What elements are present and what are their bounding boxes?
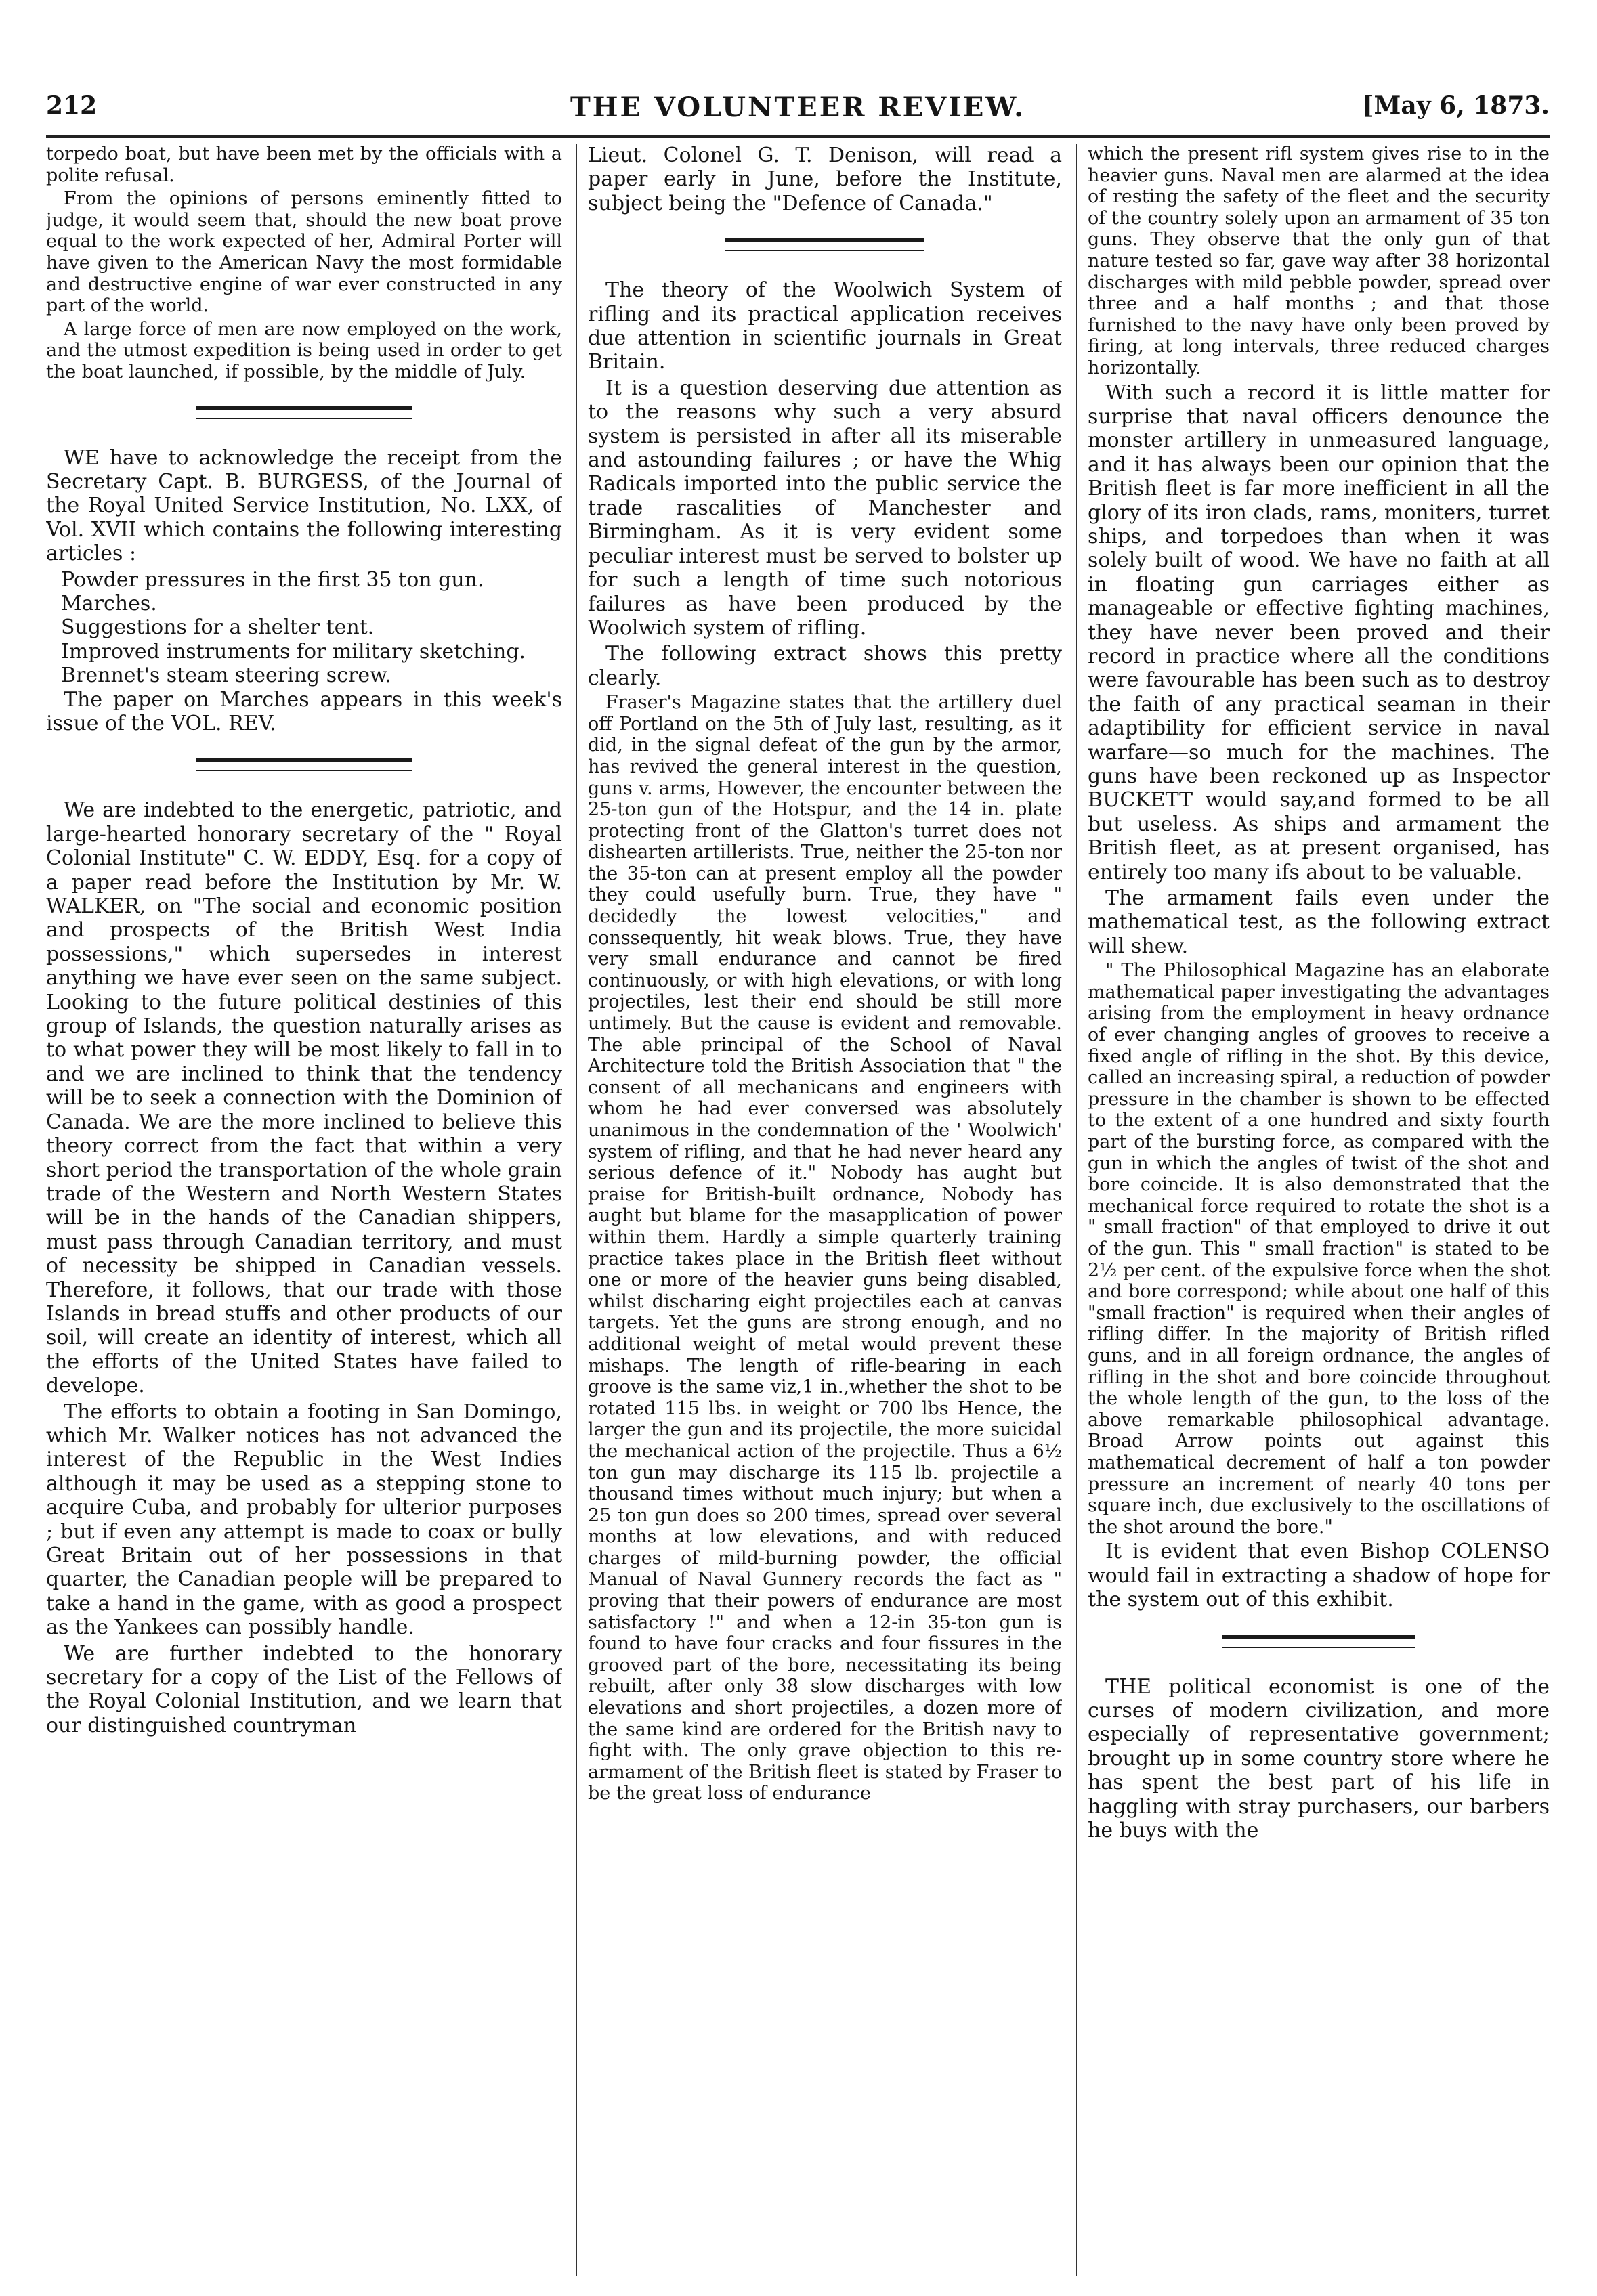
paragraph: THE political economist is one of the curses of modern civilization, and more especially of representative government; brought up in some country store where he has spent the best part of his life in haggling with stray purchasers, our barbers he buys with the — [1088, 1674, 1550, 1842]
masthead — [46, 91, 1550, 132]
issue-date: [May 6, 1873. — [1362, 91, 1550, 120]
paragraph: Improved instruments for military sketching. — [61, 639, 526, 664]
paragraph: It is evident that even Bishop COLENSO would fail in extracting a shadow of hope for the system out of this exhibit. — [1088, 1540, 1550, 1612]
paragraph: Brennet's steam steering screw. — [61, 664, 391, 688]
paragraph: torpedo boat, but have been met by the officials with a polite refusal. — [46, 144, 562, 186]
paragraph: Marches. — [61, 591, 157, 615]
column-1 — [46, 144, 562, 2276]
paragraph: The following extract shows this pretty clearly. — [588, 642, 1062, 690]
publication-title: THE VOLUNTEER REVIEW. — [570, 91, 1026, 123]
paragraph: which the present rifl system gives rise to in the heavier guns. Naval men are alarmed at the idea of resting the safety of the fleet and the security of the country solely upon an armament of 35 ton guns. They observe that the only gun of that nature tested so far, gave way after 38 horizontal discharges with mild pebble powder, spread over three and a half months ; and that those furnished to the navy have only been proved by firing, at long intervals, three reduced charges horizontally. — [1088, 144, 1550, 378]
paragraph: The armament fails even under the mathematical test, as the following extract will shew. — [1088, 886, 1550, 958]
paragraph: With such a record it is little matter for surprise that naval officers denounce the monster artillery in unmeasured language, and it has always been our opinion that the British fleet is far more inefficient in all the glory of its iron clads, rams, moniters, turret ships, and torpedoes than when it was solely built of wood. We have no faith at all in floating gun carriages either as manageable or effective fighting machines, they have never been proved and their record in practice where all the conditions were favourable has been such as to destroy the faith of any practical seaman in their adaptibility for efficient service in naval warfare—so much for the machines. The guns have been reckoned up as Inspector BUCKETT would say,and formed to be all but useless. As ships and armament the British fleet, as at present organised, has entirely too many ifs about to be valuable. — [1088, 381, 1550, 884]
paragraph: WE have to acknowledge the receipt from the Secretary Capt. B. BURGESS, of the Journal of the Royal United Service Institution, No. LXX, of Vol. XVII which contains the following interesting articles : — [46, 446, 562, 566]
paragraph: We are indebted to the energetic, patriotic, and large-hearted honorary secretary of the " Royal Colonial Institute" C. W. EDDY, Esq. for a copy of a paper read before the Institution by Mr. W. WALKER, on "The social and economic position and prospects of the British West India possessions," which supersedes in interest anything we have ever seen on the same subject. Looking to the future political destinies of this group of Islands, the question naturally arises as to what power they will be most likely to fall in to and we are inclined to think that the tendency will be to seek a connection with the Dominion of Canada. We are the more inclined to believe this theory correct from the fact that within a very short period the transportation of the whole grain trade of the Western and North Western States will be in the hands of the Canadian shippers, must pass through Canadian territory, and must of necessity be shipped in Canadian vessels. Therefore, it follows, that our trade with those Islands in bread stuffs and other products of our soil, will create an identity of interest, which all the efforts of the United States have failed to develope. — [46, 798, 562, 1398]
paragraph: Powder pressures in the first 35 ton gun. — [61, 567, 484, 592]
paragraph: A large force of men are now employed on the work, and the utmost expedition is being used in order to get the boat launched, if possible, by the middle of July. — [46, 318, 562, 383]
paragraph: Lieut. Colonel G. T. Denison, will read a paper early in June, before the Institute, subject being the "Defence of Canada." — [588, 144, 1062, 215]
section-separator — [1222, 1635, 1415, 1648]
column-2 — [588, 144, 1062, 2276]
column-divider — [576, 144, 577, 2276]
paragraph: The paper on Marches appears in this week's issue of the VOL. REV. — [46, 687, 562, 735]
page-number: 212 — [46, 91, 98, 120]
header-rule — [46, 135, 1550, 138]
paragraph: Suggestions for a shelter tent. — [61, 615, 375, 640]
column-divider — [1076, 144, 1077, 2276]
paragraph: We are further indebted to the honorary secretary for a copy of the List of the Fellows of the Royal Colonial Institution, and we learn that our distinguished countryman — [46, 1641, 562, 1737]
section-separator — [196, 758, 412, 771]
section-separator — [196, 406, 412, 419]
paragraph: Fraser's Magazine states that the artillery duel off Portland on the 5th of July last, resulting, as it did, in the signal defeat of the gun by the armor, has revived the general interest in the question, guns v. arms, However, the encounter between the 25-ton gun of the Hotspur, and the 14 in. plate protecting front of the Glatton's turret does not dishearten artillerists. True, neither the 25-ton nor the 35-ton can at present employ all the powder they could usefully burn. True, they have " decidedly the lowest velocities," and conssequently, hit weak blows. True, they have very small endurance and cannot be fired continuously, or with high elevations, or with long projectiles, lest their end should be still more untimely. But the cause is evident and removable. The able principal of the School of Naval Architecture told the British Association that " the consent of all mechanicans and engineers with whom he had ever conversed was absolutely unanimous in the condemnation of the ' Woolwich' system of rifling, and that he had never heard any serious defence of it." Nobody has aught but praise for British-built ordnance, Nobody has aught but blame for the masapplication of power within them. Hardly a simple quarterly training practice takes place in the British fleet without one or more of the heavier guns being disabled, whilst discharing eight projectiles each at canvas targets. Yet the guns are strong enough, and no additional weight of metal would prevent these mishaps. The length of rifle-bearing in each groove is the same viz,1 in.,whether the shot to be rotated 115 lbs. in weight or 700 lbs Hence, the larger the gun and its projectile, the more suicidal the mechanical action of the projectile. Thus a 6½ ton gun may discharge its 115 lb. projectile a thousand times without much injury; but when a 25 ton gun does so 200 times, spread over several months at low elevations, and with reduced charges of mild-burning powder, the official Manual of Naval Gunnery records the fact as " proving that their powers of endurance are most satisfactory !" and when a 12-in 35-ton gun is found to have four cracks and four fissures in the grooved part of the bore, necessitating its being rebuilt, after only 38 slow discharges with low elevations and short projectiles, a dozen more of the same kind are ordered for the British navy to fight with. The only grave objection to this re-armament of the British fleet is stated by Fraser to be the great loss of endurance — [588, 692, 1062, 1804]
paragraph: The efforts to obtain a footing in San Domingo, which Mr. Walker notices has not advanced the interest of the Republic in the West Indies although it may be used as a stepping stone to acquire Cuba, and probably for ulterior purposes ; but if even any attempt is made to coax or bully Great Britain out of her possessions in that quarter, the Canadian people will be prepared to take a hand in the game, with as good a prospect as the Yankees can possibly handle. — [46, 1400, 562, 1640]
paragraph: It is a question deserving due attention as to the reasons why such a very absurd system is persisted in after all its miserable and astounding failures ; or have the Whig Radicals imported into the public service the trade rascalities of Manchester and Birmingham. As it is very evident some peculiar interest must be served to bolster up for such a length of time such notorious failures as have been produced by the Woolwich system of rifling. — [588, 376, 1062, 640]
section-separator — [725, 238, 924, 251]
column-3 — [1088, 144, 1550, 2276]
paragraph: From the opinions of persons eminently fitted to judge, it would seem that, should the new boat prove equal to the work expected of her, Admiral Porter will have given to the American Navy the most formidable and destructive engine of war ever constructed in any part of the world. — [46, 188, 562, 317]
paragraph: " The Philosophical Magazine has an elaborate mathematical paper investigating the advantages arising from the employment in heavy ordnance of ever changing angles of grooves to receive a fixed angle of rifling in the shot. By this device, called an increasing spiral, a reduction of powder pressure in the chamber is shown to be effected to the extent of a one hundred and sixty fourth part of the bursting force, as compared with the gun in which the angles of twist of the shot and bore coincide. It is also demonstrated that the mechanical force required to rotate the shot is a " small fraction" of that employed to drive it out of the gun. This " small fraction" is stated to be 2½ per cent. of the expulsive force when the shot and bore correspond; while about one half of this "small fraction" is required when their angles of rifling differ. In the majority of British rifled guns, and in all foreign ordnance, the angles of rifling in the shot and bore coincide throughout the whole length of the gun, to the loss of the above remarkable philosophical advantage. Broad Arrow points out against this mathematical decrement of half a ton powder pressure an increment of nearly 40 tons per square inch, due exclusively to the oscillations of the shot around the bore." — [1088, 960, 1550, 1538]
paragraph: The theory of the Woolwich System of rifling and its practical application receives due attention in scientific journals in Great Britain. — [588, 278, 1062, 374]
